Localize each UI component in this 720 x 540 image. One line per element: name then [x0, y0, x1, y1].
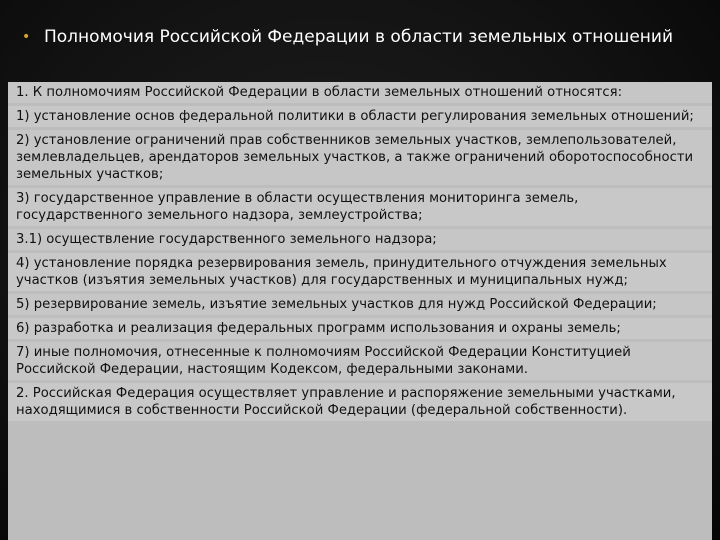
paragraph-9: 7) иные полномочия, отнесенные к полномочиям Российской Федерации Конституцией Российской Федерации, настоящим Кодексом, федеральными законами. [8, 342, 712, 380]
paragraph-10: 2. Российская Федерация осуществляет управление и распоряжение земельными участками, находящимися в собственности Российской Федерации (федеральной собственности). [8, 383, 712, 421]
slide-title-text: Полномочия Российской Федерации в области земельных отношений [44, 27, 674, 47]
paragraph-8: 6) разработка и реализация федеральных программ использования и охраны земель; [8, 318, 712, 339]
paragraph-5: 3.1) осуществление государственного земельного надзора; [8, 229, 712, 250]
paragraph-6: 4) установление порядка резервирования земель, принудительного отчуждения земельных участков (изъятия земельных участков) для государственных и муниципальных нужд; [8, 253, 712, 291]
bullet-icon: • [22, 29, 31, 45]
content-block [8, 82, 712, 540]
paragraph-7: 5) резервирование земель, изъятие земельных участков для нужд Российской Федерации; [8, 294, 712, 315]
paragraph-3: 2) установление ограничений прав собственников земельных участков, землепользователей, землевладельцев, арендаторов земельных участков, а также ограничений оборотоспособности земельных участков; [8, 130, 712, 185]
paragraph-2: 1) установление основ федеральной политики в области регулирования земельных отношений; [8, 106, 712, 127]
paragraph-1: 1. К полномочиям Российской Федерации в области земельных отношений относятся: [8, 82, 712, 103]
slide-title [22, 26, 682, 48]
paragraph-4: 3) государственное управление в области осуществления мониторинга земель, государственного земельного надзора, землеустройства; [8, 188, 712, 226]
